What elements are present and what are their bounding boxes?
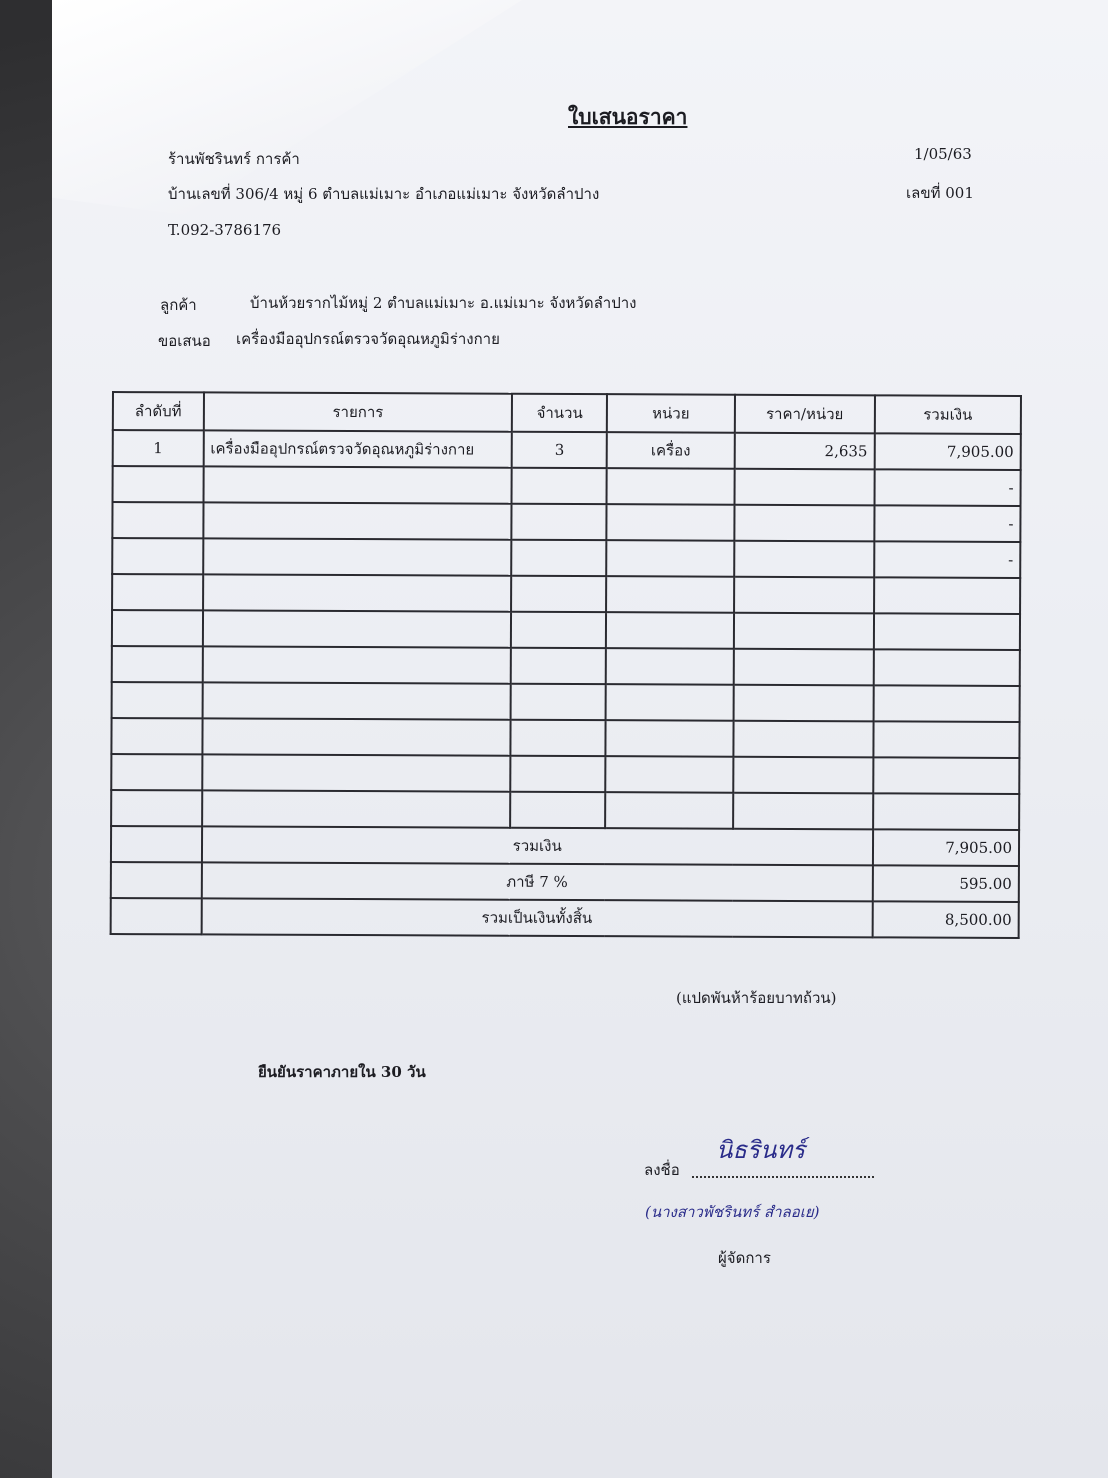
signature-ink: นิธรินทร์ bbox=[716, 1136, 806, 1164]
cell-unit-price bbox=[733, 721, 873, 758]
cell-amount: - bbox=[874, 505, 1020, 542]
cell-unit bbox=[606, 612, 734, 649]
cell-qty bbox=[511, 576, 606, 612]
cell-seq bbox=[111, 790, 202, 826]
cell-amount: - bbox=[874, 541, 1020, 578]
cell-unit bbox=[607, 468, 735, 505]
price-validity: ยืนยันราคาภายใน 30 วัน bbox=[258, 1063, 426, 1081]
cell-item bbox=[203, 538, 512, 575]
cell-unit bbox=[606, 504, 734, 541]
cell-amount bbox=[873, 757, 1019, 794]
cell-seq bbox=[111, 718, 202, 754]
cell-seq bbox=[112, 502, 203, 538]
cell-seq bbox=[112, 610, 203, 646]
cell-amount bbox=[873, 685, 1019, 722]
cell-item bbox=[202, 718, 511, 755]
subtotal-value: 7,905.00 bbox=[873, 829, 1019, 866]
shop-address: บ้านเลขที่ 306/4 หมู่ 6 ตำบลแม่เมาะ อำเภอแม่เมาะ จังหวัดลำปาง bbox=[168, 185, 600, 203]
cell-amount bbox=[874, 577, 1020, 614]
subtotal-row bbox=[111, 826, 1019, 866]
signature-line bbox=[692, 1176, 874, 1178]
cell-unit-price bbox=[734, 469, 874, 506]
cell-seq bbox=[111, 754, 202, 790]
cell-qty bbox=[511, 612, 606, 648]
cell-qty bbox=[512, 468, 607, 504]
cell-unit bbox=[606, 648, 734, 685]
subtotal-spacer bbox=[111, 826, 202, 862]
cell-item bbox=[203, 502, 512, 539]
cell-unit-price bbox=[734, 577, 874, 614]
total-label: รวมเป็นเงินทั้งสิ้น bbox=[201, 898, 872, 937]
cell-amount bbox=[873, 793, 1019, 830]
cell-item bbox=[202, 790, 511, 827]
total-value: 8,500.00 bbox=[872, 901, 1018, 938]
table-row bbox=[111, 790, 1019, 830]
cell-item bbox=[203, 466, 512, 503]
header-unit-price: ราคา/หน่วย bbox=[735, 395, 875, 434]
document-number: เลขที่ 001 bbox=[906, 184, 974, 202]
cell-unit-price bbox=[734, 613, 874, 650]
cell-qty bbox=[511, 756, 606, 792]
cell-amount bbox=[873, 721, 1019, 758]
table-row bbox=[112, 538, 1020, 578]
total-row bbox=[111, 898, 1019, 938]
manager-position: ผู้จัดการ bbox=[718, 1249, 771, 1267]
tax-row bbox=[111, 862, 1019, 902]
customer-label: ลูกค้า bbox=[160, 296, 197, 314]
cell-item bbox=[202, 682, 511, 719]
cell-unit bbox=[605, 756, 733, 793]
cell-unit-price bbox=[733, 757, 873, 794]
cell-seq bbox=[112, 646, 203, 682]
cell-amount: - bbox=[874, 469, 1020, 506]
table-row bbox=[112, 502, 1020, 542]
cell-seq bbox=[113, 466, 204, 502]
cell-qty bbox=[511, 720, 606, 756]
tax-spacer bbox=[111, 862, 202, 898]
cell-amount bbox=[873, 649, 1019, 686]
table-row bbox=[112, 646, 1020, 686]
cell-seq bbox=[112, 538, 203, 574]
quotation-table bbox=[110, 391, 1022, 939]
cell-qty bbox=[511, 792, 606, 828]
cell-unit bbox=[606, 684, 734, 721]
cell-unit bbox=[605, 792, 733, 829]
cell-item bbox=[202, 754, 511, 791]
cell-unit-price bbox=[733, 685, 873, 722]
table-row bbox=[111, 718, 1019, 758]
cell-unit-price: 2,635 bbox=[734, 433, 874, 470]
total-spacer bbox=[111, 898, 202, 934]
cell-item bbox=[203, 574, 512, 611]
cell-unit-price bbox=[733, 793, 873, 830]
offer-label: ขอเสนอ bbox=[158, 332, 211, 350]
shop-name: ร้านพัชรินทร์ การค้า bbox=[168, 150, 300, 168]
cell-item bbox=[202, 646, 511, 683]
cell-unit-price bbox=[734, 505, 874, 542]
cell-unit-price bbox=[734, 541, 874, 578]
printed-name: (นางสาวพัชรินทร์ สำลอเย) bbox=[645, 1203, 820, 1221]
cell-seq bbox=[112, 682, 203, 718]
table-row bbox=[111, 754, 1019, 794]
tax-value: 595.00 bbox=[873, 865, 1019, 902]
header-amount: รวมเงิน bbox=[875, 395, 1021, 434]
cell-unit-price bbox=[733, 649, 873, 686]
sign-label: ลงชื่อ bbox=[644, 1161, 680, 1179]
cell-seq bbox=[112, 574, 203, 610]
table-row bbox=[112, 682, 1020, 722]
cell-item: เครื่องมืออุปกรณ์ตรวจวัดอุณหภูมิร่างกาย bbox=[203, 430, 512, 467]
shop-phone: T.092-3786176 bbox=[168, 221, 282, 239]
table-row bbox=[113, 466, 1021, 506]
header-unit: หน่วย bbox=[607, 394, 735, 433]
cell-item bbox=[202, 610, 511, 647]
cell-qty bbox=[512, 504, 607, 540]
cell-unit bbox=[606, 576, 734, 613]
document-date: 1/05/63 bbox=[914, 145, 972, 163]
tax-label: ภาษี 7 % bbox=[201, 862, 872, 901]
cell-unit bbox=[606, 720, 734, 757]
header-qty: จำนวน bbox=[512, 394, 607, 432]
cell-qty: 3 bbox=[512, 432, 607, 468]
cell-qty bbox=[511, 648, 606, 684]
table-header-row bbox=[113, 392, 1021, 434]
offer-value: เครื่องมืออุปกรณ์ตรวจวัดอุณหภูมิร่างกาย bbox=[236, 330, 500, 348]
customer-value: บ้านห้วยรากไม้หมู่ 2 ตำบลแม่เมาะ อ.แม่เมาะ จังหวัดลำปาง bbox=[250, 294, 637, 312]
table-row bbox=[112, 574, 1020, 614]
cell-qty bbox=[512, 540, 607, 576]
cell-unit bbox=[606, 540, 734, 577]
subtotal-label: รวมเงิน bbox=[202, 826, 873, 865]
document-title: ใบเสนอราคา bbox=[568, 104, 688, 129]
cell-amount bbox=[874, 613, 1020, 650]
amount-in-words: (แปดพันห้าร้อยบาทถ้วน) bbox=[676, 989, 837, 1007]
table-row bbox=[113, 430, 1021, 470]
header-seq: ลำดับที่ bbox=[113, 392, 204, 430]
table-row bbox=[112, 610, 1020, 650]
cell-qty bbox=[511, 684, 606, 720]
cell-seq: 1 bbox=[113, 430, 204, 466]
header-item: รายการ bbox=[203, 392, 512, 431]
cell-amount: 7,905.00 bbox=[874, 433, 1020, 470]
cell-unit: เครื่อง bbox=[607, 432, 735, 469]
